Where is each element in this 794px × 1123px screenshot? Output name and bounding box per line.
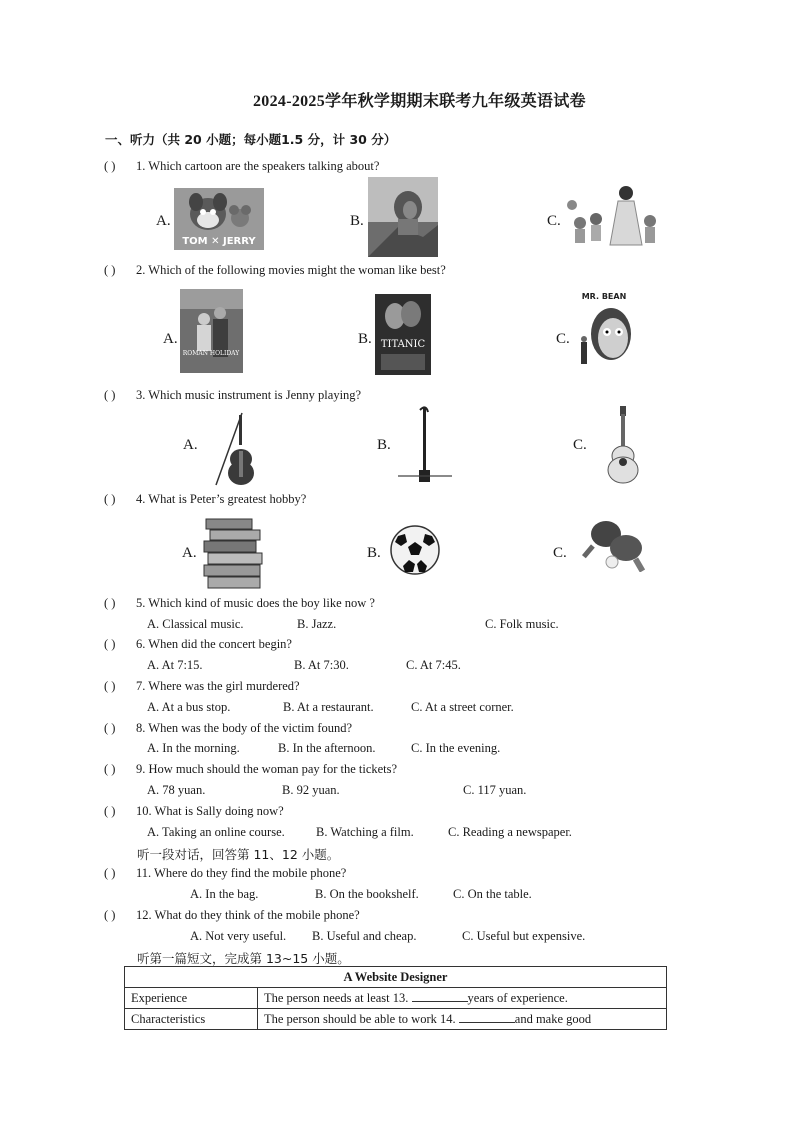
option-letter-b: B. (358, 331, 372, 347)
question-text: 10. What is Sally doing now? (136, 804, 284, 818)
option-letter-c: C. (573, 437, 587, 453)
question-9 (104, 762, 397, 777)
row-content: The person should be able to work 14. and make good (258, 1009, 667, 1030)
row-label: Characteristics (125, 1009, 258, 1030)
answer-paren[interactable]: ( ) (104, 596, 116, 610)
q8-option-a[interactable]: A. In the morning. (147, 741, 240, 755)
q10-option-b[interactable]: B. Watching a film. (316, 825, 414, 839)
q8-option-c[interactable]: C. In the evening. (411, 741, 501, 755)
blank-14[interactable] (459, 1012, 515, 1023)
answer-paren[interactable]: ( ) (104, 159, 116, 173)
question-3 (104, 388, 361, 403)
titanic-poster (375, 294, 431, 375)
answer-paren[interactable]: ( ) (104, 762, 116, 776)
tom-jerry-logo-text: TOM ✕ JERRY (182, 236, 256, 247)
answer-paren[interactable]: ( ) (104, 388, 116, 402)
question-2 (104, 263, 446, 278)
question-text: 6. When did the concert begin? (136, 637, 292, 651)
q6-option-c[interactable]: C. At 7:45. (406, 658, 461, 672)
option-letter-a: A. (156, 213, 171, 229)
erhu-image (396, 406, 454, 486)
blank-13[interactable] (412, 991, 468, 1002)
answer-paren[interactable]: ( ) (104, 679, 116, 693)
table-row (125, 988, 667, 1009)
q5-option-a[interactable]: A. Classical music. (147, 617, 244, 631)
q5-option-c[interactable]: C. Folk music. (485, 617, 559, 631)
q9-option-c[interactable]: C. 117 yuan. (463, 783, 527, 797)
question-5 (104, 596, 375, 611)
q12-option-a[interactable]: A. Not very useful. (190, 929, 287, 943)
q5-option-b[interactable]: B. Jazz. (297, 617, 337, 631)
question-11 (104, 866, 346, 881)
answer-paren[interactable]: ( ) (104, 908, 116, 922)
answer-paren[interactable]: ( ) (104, 637, 116, 651)
q9-option-a[interactable]: A. 78 yuan. (147, 783, 206, 797)
q12-option-b[interactable]: B. Useful and cheap. (312, 929, 417, 943)
answer-paren[interactable]: ( ) (104, 866, 116, 880)
page-title: 2024-2025学年秋学期期末联考九年级英语试卷 (253, 93, 586, 110)
section-heading-listening: 一、听力（共 20 小题；每小题1.5 分，计 30 分） (105, 132, 397, 147)
q11-option-b[interactable]: B. On the bookshelf. (315, 887, 419, 901)
question-12 (104, 908, 360, 923)
answer-paren[interactable]: ( ) (104, 721, 116, 735)
q7-option-b[interactable]: B. At a restaurant. (283, 700, 374, 714)
question-text: 3. Which music instrument is Jenny playing? (136, 388, 362, 402)
question-7 (104, 679, 300, 694)
q11-option-c[interactable]: C. On the table. (453, 887, 532, 901)
row-content: The person needs at least 13. years of experience. (258, 988, 667, 1009)
lion-king-image (368, 177, 438, 257)
mr-bean-title-text: MR. BEAN (581, 292, 627, 301)
option-letter-b: B. (350, 213, 364, 229)
q9-option-b[interactable]: B. 92 yuan. (282, 783, 340, 797)
website-designer-table (124, 966, 667, 1030)
tom-and-jerry-image (174, 188, 264, 250)
books-stack-image (200, 517, 266, 589)
option-letter-a: A. (163, 331, 178, 347)
table-row (125, 1009, 667, 1030)
option-letter-c: C. (556, 331, 570, 347)
question-text: 1. Which cartoon are the speakers talking about? (136, 159, 380, 173)
q10-option-a[interactable]: A. Taking an online course. (147, 825, 285, 839)
guitar-image (606, 406, 640, 484)
question-1 (104, 159, 379, 174)
ping-pong-image (576, 518, 648, 572)
row-label: Experience (125, 988, 258, 1009)
answer-paren[interactable]: ( ) (104, 492, 116, 506)
question-10 (104, 804, 284, 819)
q8-option-b[interactable]: B. In the afternoon. (278, 741, 376, 755)
question-text: 11. Where do they find the mobile phone? (136, 866, 347, 880)
question-text: 5. Which kind of music does the boy like now ? (136, 596, 375, 610)
question-text: 2. Which of the following movies might the woman like best? (136, 263, 446, 277)
question-text: 8. When was the body of the victim found? (136, 721, 353, 735)
option-letter-a: A. (182, 545, 197, 561)
question-text: 9. How much should the woman pay for the tickets? (136, 762, 398, 776)
answer-paren[interactable]: ( ) (104, 263, 116, 277)
q11-option-a[interactable]: A. In the bag. (190, 887, 259, 901)
q6-option-b[interactable]: B. At 7:30. (294, 658, 349, 672)
mr-bean-poster (575, 290, 633, 374)
question-6 (104, 637, 292, 652)
option-letter-b: B. (377, 437, 391, 453)
question-text: 12. What do they think of the mobile phone? (136, 908, 360, 922)
question-text: 4. What is Peter’s greatest hobby? (136, 492, 307, 506)
q10-option-c[interactable]: C. Reading a newspaper. (448, 825, 572, 839)
passage-instruction: 听第一篇短文，完成第 13~15 小题。 (137, 951, 350, 966)
option-letter-c: C. (547, 213, 561, 229)
dialog-instruction: 听一段对话，回答第 11、12 小题。 (137, 847, 340, 862)
answer-paren[interactable]: ( ) (104, 804, 116, 818)
q12-option-c[interactable]: C. Useful but expensive. (462, 929, 586, 943)
violin-image (212, 411, 258, 487)
option-letter-b: B. (367, 545, 381, 561)
question-8 (104, 721, 352, 736)
roman-holiday-title-text: ROMAN HOLIDAY (182, 350, 240, 357)
roman-holiday-poster (180, 289, 243, 373)
table-header: A Website Designer (125, 967, 667, 988)
question-text: 7. Where was the girl murdered? (136, 679, 300, 693)
football-image (389, 518, 441, 582)
option-letter-c: C. (553, 545, 567, 561)
snow-white-image (566, 183, 662, 249)
q6-option-a[interactable]: A. At 7:15. (147, 658, 203, 672)
q7-option-a[interactable]: A. At a bus stop. (147, 700, 231, 714)
q7-option-c[interactable]: C. At a street corner. (411, 700, 514, 714)
table-header-row (125, 967, 667, 988)
option-letter-a: A. (183, 437, 198, 453)
question-4 (104, 492, 306, 507)
titanic-title-text: TITANIC (380, 339, 426, 350)
